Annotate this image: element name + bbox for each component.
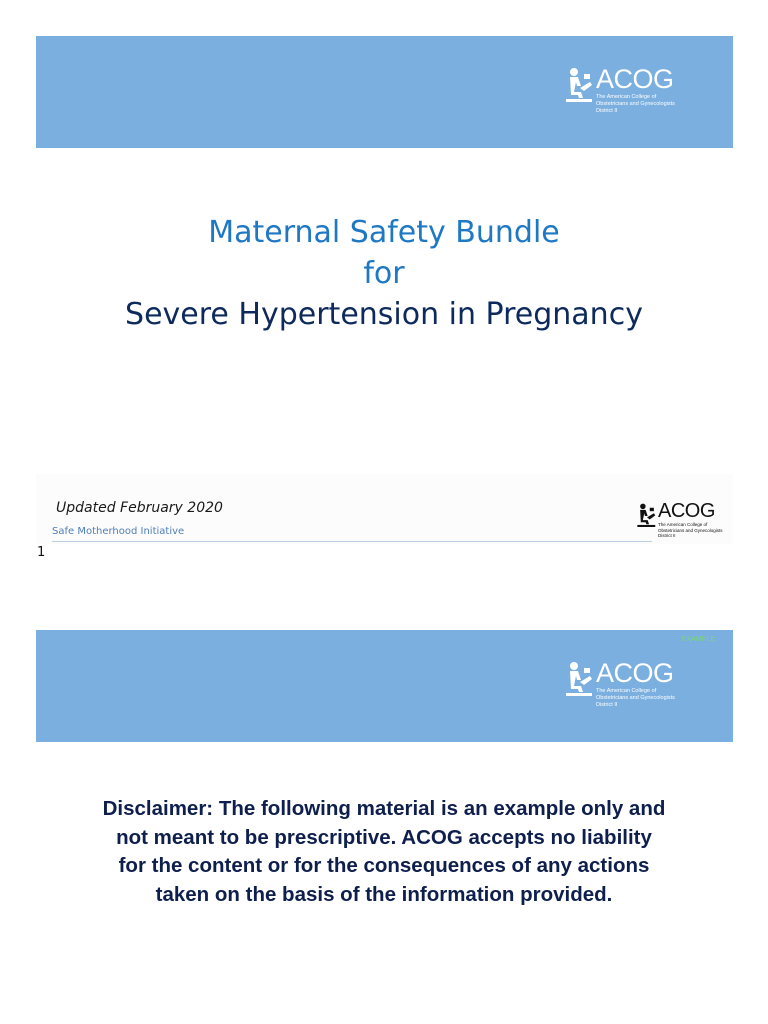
acog-seal-icon <box>564 660 596 700</box>
slide-title <box>0 212 768 335</box>
footer-divider <box>52 541 652 542</box>
logo-subtitle-2: The American College of Obstetricians and Gynecologists District II <box>596 688 675 708</box>
header-band-2 <box>36 630 733 742</box>
acog-logo <box>564 66 694 118</box>
acog-seal-icon <box>564 66 596 106</box>
updated-date: Updated February 2020 <box>56 500 223 516</box>
logo-subtitle: The American College of Obstetricians and Gynecologists District II <box>596 94 675 114</box>
header-band <box>36 36 733 148</box>
acog-logo-2 <box>564 660 694 712</box>
title-line-2: for <box>363 256 405 291</box>
disclaimer-text: Disclaimer: The following material is an example only and not meant to be prescriptive. ACOG accepts no liability for the content or for the consequences of any actions taken on the basis of the information provided. <box>102 797 666 906</box>
example-tag: EXAMPLE <box>681 636 715 643</box>
initiative-name: Safe Motherhood Initiative <box>52 526 185 537</box>
acog-seal-icon <box>636 502 658 530</box>
title-line-1: Maternal Safety Bundle <box>208 215 560 250</box>
footer-logo-subtitle: The American College of Obstetricians and Gynecologists District II <box>658 522 723 538</box>
slide-footer <box>36 474 733 544</box>
footer-acog-logo <box>636 502 731 542</box>
page-number: 1 <box>37 545 46 560</box>
logo-wordmark-2: ACOG <box>596 658 674 688</box>
footer-logo-wordmark: ACOG <box>658 500 715 522</box>
logo-wordmark: ACOG <box>596 64 674 94</box>
title-line-3: Severe Hypertension in Pregnancy <box>125 297 643 332</box>
